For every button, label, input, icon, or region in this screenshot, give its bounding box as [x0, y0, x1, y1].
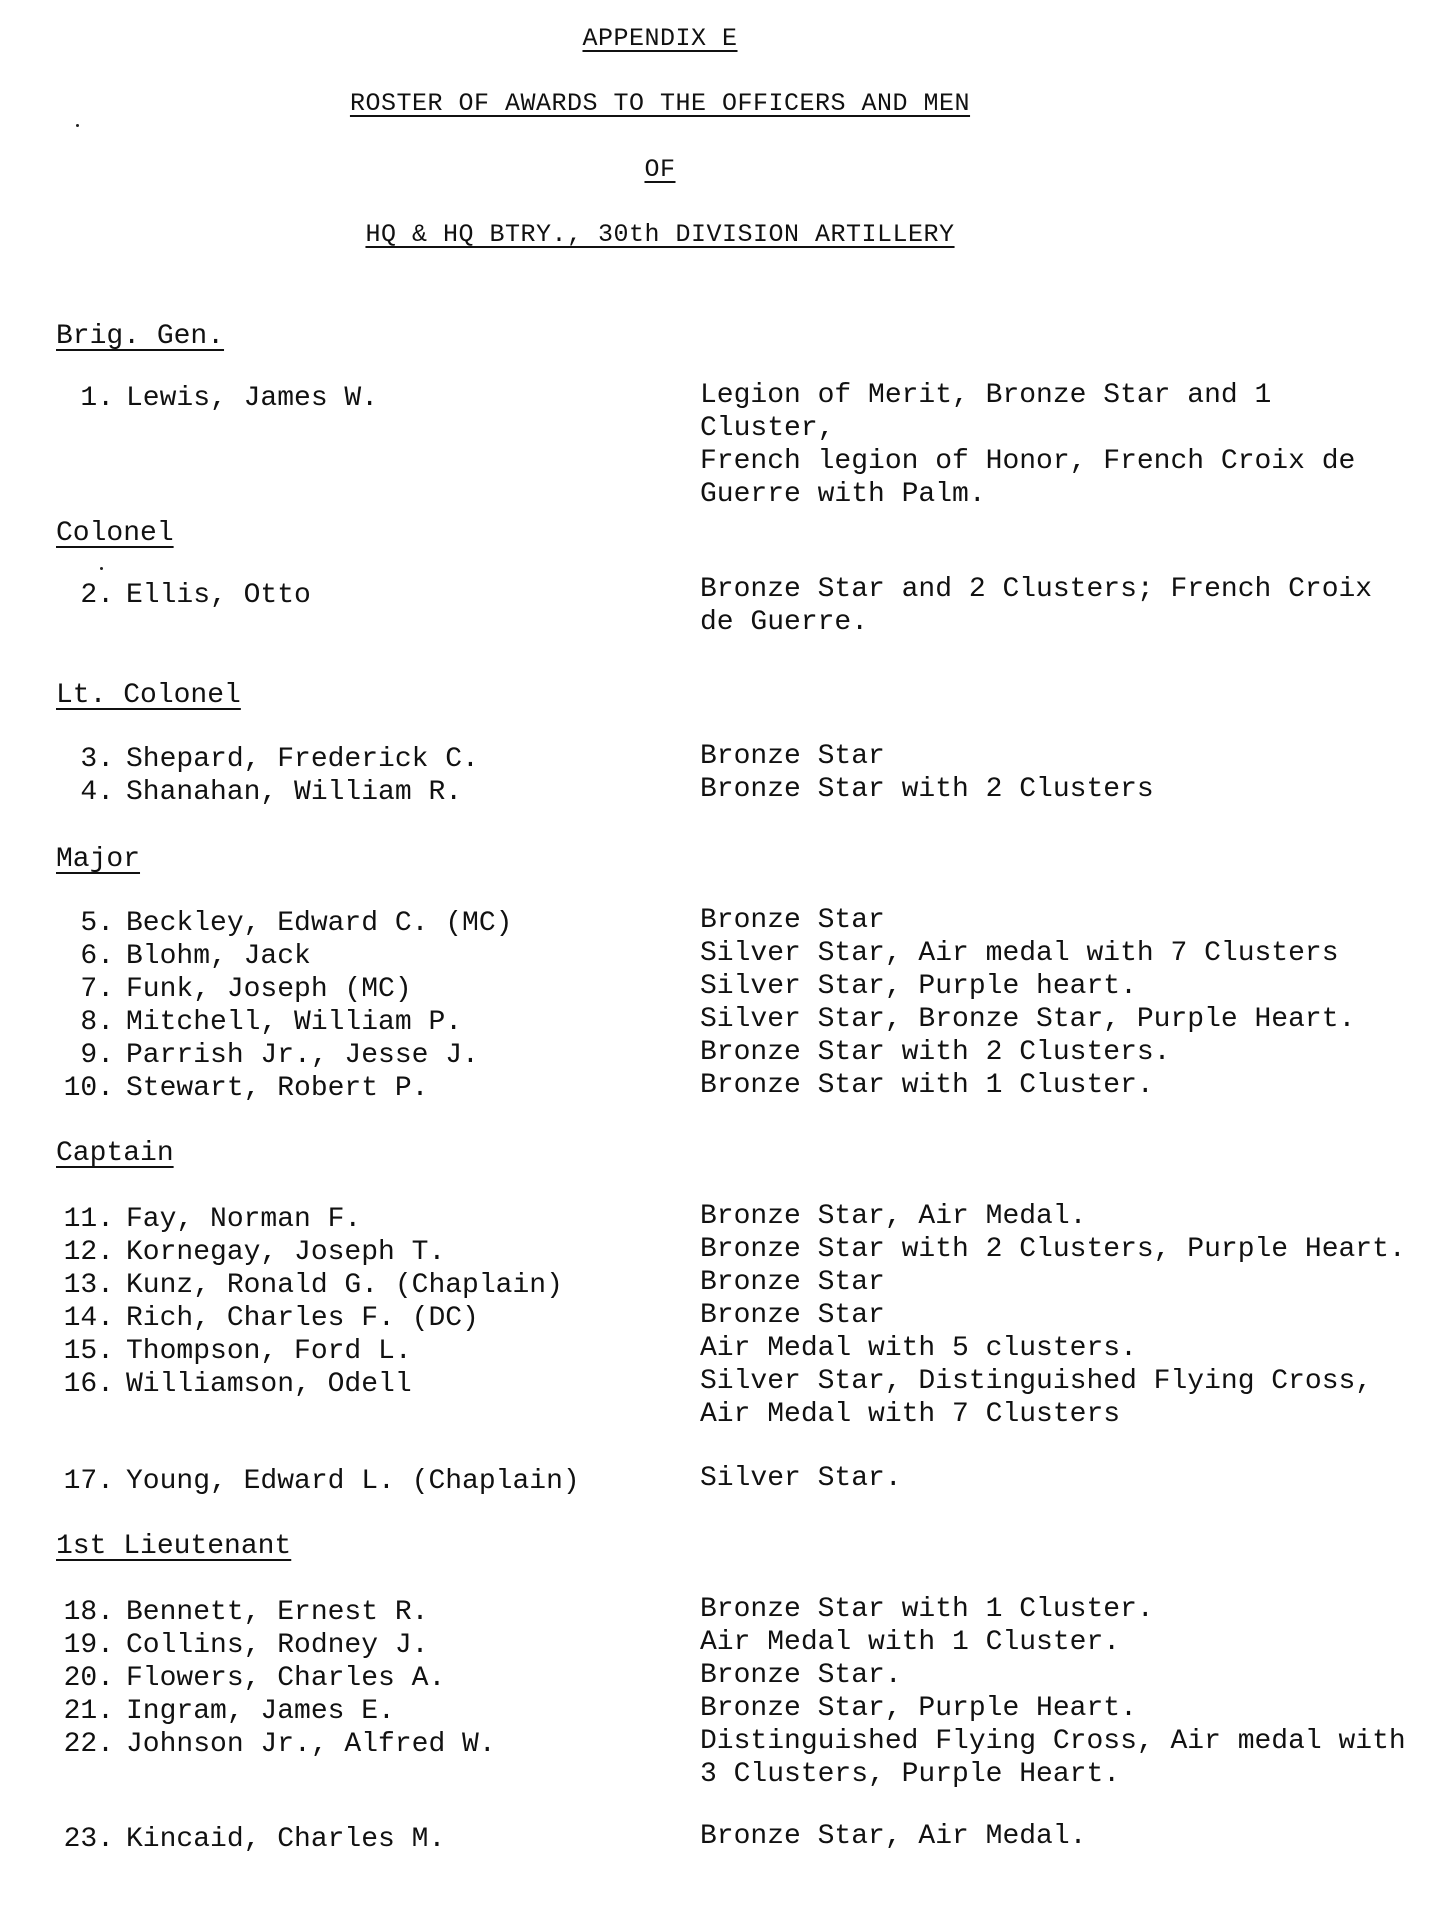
entry-awards: Bronze Star with 2 Clusters.	[700, 1037, 1171, 1068]
scan-speck	[100, 567, 103, 570]
entry-awards: Bronze Star with 1 Cluster.	[700, 1070, 1154, 1101]
entry-number: 13.	[63, 1270, 114, 1301]
entry-awards: Silver Star, Bronze Star, Purple Heart.	[700, 1004, 1356, 1035]
entry-awards: Bronze Star with 2 Clusters	[700, 774, 1154, 805]
entry-number: 12.	[63, 1237, 114, 1268]
entry-number: 8.	[80, 1007, 114, 1038]
entry-number: 4.	[80, 777, 114, 808]
section-heading-major: Major	[56, 844, 141, 875]
entry-number: 21.	[63, 1696, 114, 1727]
entry-awards: Legion of Merit, Bronze Star and 1 Cluster, French legion of Honor, French Croix de Guerre with Palm.	[700, 380, 1356, 510]
section-heading-1st-lieutenant: 1st Lieutenant	[56, 1531, 292, 1562]
entry-name: Bennett, Ernest R.	[126, 1597, 429, 1628]
entry-name: Lewis, James W.	[126, 383, 379, 414]
entry-name: Johnson Jr., Alfred W.	[126, 1729, 496, 1760]
entry-number: 16.	[63, 1369, 114, 1400]
entry-name: Blohm, Jack	[126, 941, 311, 972]
entry-awards: Bronze Star, Purple Heart.	[700, 1693, 1137, 1724]
entry-awards: Bronze Star	[700, 741, 885, 772]
entry-awards: Air Medal with 5 clusters.	[700, 1333, 1137, 1364]
entry-awards: Silver Star, Air medal with 7 Clusters	[700, 938, 1339, 969]
appendix-title: APPENDIX E	[582, 24, 738, 53]
entry-number: 6.	[80, 941, 114, 972]
scan-speck	[76, 124, 79, 127]
entry-name: Kunz, Ronald G. (Chaplain)	[126, 1270, 563, 1301]
entry-number: 17.	[63, 1466, 114, 1497]
entry-name: Parrish Jr., Jesse J.	[126, 1040, 479, 1071]
entry-number: 9.	[80, 1040, 114, 1071]
entry-awards: Silver Star, Distinguished Flying Cross, Air Medal with 7 Clusters	[700, 1366, 1373, 1430]
entry-awards: Bronze Star	[700, 905, 885, 936]
entry-awards: Silver Star, Purple heart.	[700, 971, 1137, 1002]
entry-awards: Silver Star.	[700, 1463, 902, 1494]
entry-awards: Bronze Star, Air Medal.	[700, 1201, 1087, 1232]
entry-number: 20.	[63, 1663, 114, 1694]
entry-number: 18.	[63, 1597, 114, 1628]
entry-name: Beckley, Edward C. (MC)	[126, 908, 513, 939]
entry-name: Ellis, Otto	[126, 580, 311, 611]
entry-number: 5.	[80, 908, 114, 939]
section-heading-lt-colonel: Lt. Colonel	[56, 680, 241, 711]
entry-number: 15.	[63, 1336, 114, 1367]
entry-number: 2.	[80, 580, 114, 611]
entry-number: 3.	[80, 744, 114, 775]
entry-awards: Distinguished Flying Cross, Air medal with 3 Clusters, Purple Heart.	[700, 1726, 1406, 1790]
entry-name: Rich, Charles F. (DC)	[126, 1303, 479, 1334]
entry-awards: Bronze Star, Air Medal.	[700, 1821, 1087, 1852]
entry-name: Kornegay, Joseph T.	[126, 1237, 446, 1268]
unit-title: HQ & HQ BTRY., 30th DIVISION ARTILLERY	[365, 220, 955, 249]
entry-awards: Bronze Star and 2 Clusters; French Croix de Guerre.	[700, 574, 1373, 638]
entry-number: 10.	[63, 1073, 114, 1104]
section-heading-brig-gen: Brig. Gen.	[56, 321, 225, 352]
roster-title: ROSTER OF AWARDS TO THE OFFICERS AND MEN	[349, 89, 971, 118]
entry-number: 23.	[63, 1824, 114, 1855]
entry-name: Young, Edward L. (Chaplain)	[126, 1466, 580, 1497]
entry-name: Funk, Joseph (MC)	[126, 974, 412, 1005]
entry-number: 7.	[80, 974, 114, 1005]
entry-name: Thompson, Ford L.	[126, 1336, 412, 1367]
entry-name: Fay, Norman F.	[126, 1204, 362, 1235]
entry-awards: Bronze Star	[700, 1267, 885, 1298]
section-heading-captain: Captain	[56, 1138, 174, 1169]
entry-number: 11.	[63, 1204, 114, 1235]
entry-number: 19.	[63, 1630, 114, 1661]
entry-name: Flowers, Charles A.	[126, 1663, 446, 1694]
roster-title-of: OF	[644, 155, 676, 184]
entry-awards: Bronze Star.	[700, 1660, 902, 1691]
entry-name: Ingram, James E.	[126, 1696, 395, 1727]
entry-name: Stewart, Robert P.	[126, 1073, 429, 1104]
entry-number: 14.	[63, 1303, 114, 1334]
entry-number: 22.	[63, 1729, 114, 1760]
entry-awards: Bronze Star with 1 Cluster.	[700, 1594, 1154, 1625]
entry-name: Collins, Rodney J.	[126, 1630, 429, 1661]
entry-number: 1.	[80, 383, 114, 414]
entry-name: Williamson, Odell	[126, 1369, 412, 1400]
entry-awards: Bronze Star with 2 Clusters, Purple Heart.	[700, 1234, 1406, 1265]
entry-awards: Air Medal with 1 Cluster.	[700, 1627, 1121, 1658]
entry-name: Shanahan, William R.	[126, 777, 463, 808]
entry-name: Shepard, Frederick C.	[126, 744, 479, 775]
entry-awards: Bronze Star	[700, 1300, 885, 1331]
entry-name: Kincaid, Charles M.	[126, 1824, 446, 1855]
section-heading-colonel: Colonel	[56, 518, 174, 549]
entry-name: Mitchell, William P.	[126, 1007, 463, 1038]
